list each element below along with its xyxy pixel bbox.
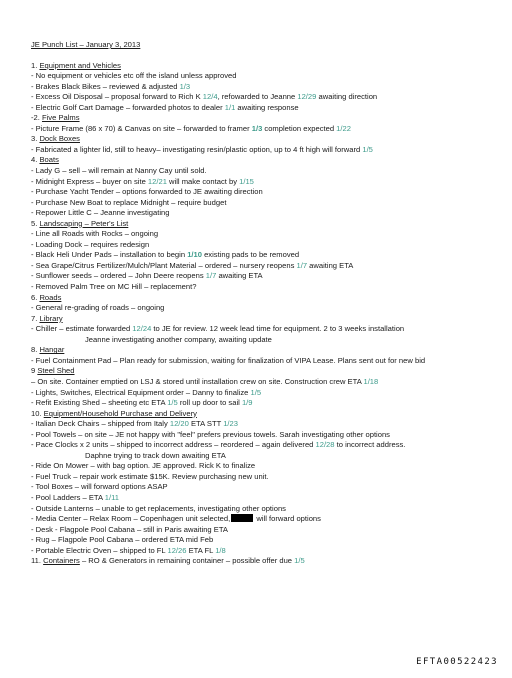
- line-text: - Line all Roads with Rocks – ongoing: [31, 229, 159, 239]
- line-text: - General re-grading of roads – ongoing: [31, 303, 165, 313]
- line-text: – RO & Generators in remaining container – possible offer due: [79, 556, 295, 566]
- list-line: [31, 92, 501, 103]
- date-highlight: 1/11: [104, 492, 119, 502]
- line-text: awaiting direction: [316, 92, 378, 102]
- list-line: [31, 409, 501, 420]
- list-line: [31, 430, 501, 441]
- list-line: [31, 198, 501, 209]
- line-text: - Black Heli Under Pads – installation to begin: [31, 250, 188, 260]
- list-line: [31, 240, 501, 251]
- section-heading: Five Palms: [41, 113, 80, 123]
- line-text: 9: [31, 366, 38, 376]
- section-heading: Boats: [39, 155, 59, 165]
- line-text: - Pace Clocks x 2 units – shipped to incorrect address – reordered – again delivered: [31, 440, 316, 450]
- line-text: - Lights, Switches, Electrical Equipment order – Danny to finalize: [31, 387, 251, 397]
- list-line: [31, 345, 501, 356]
- list-line: [31, 208, 501, 219]
- list-line: [31, 282, 501, 293]
- line-text: ETA FL: [186, 545, 216, 555]
- date-highlight: 1/23: [223, 419, 238, 429]
- section-heading: Hangar: [39, 345, 65, 355]
- line-text: 7.: [31, 313, 40, 323]
- line-text: - Pool Ladders – ETA: [31, 492, 105, 502]
- list-line: [31, 303, 501, 314]
- line-text: - Italian Deck Chairs – shipped from Italy: [31, 419, 170, 429]
- line-text: 8.: [31, 345, 40, 355]
- list-line: [31, 271, 501, 282]
- section-heading: Steel Shed: [37, 366, 75, 376]
- list-line: [31, 388, 501, 399]
- list-line: [31, 71, 501, 82]
- line-text: - No equipment or vehicles etc off the island unless approved: [31, 71, 237, 81]
- line-text: - Fabricated a lighter lid, still to heavy– investigating resin/plastic option, up to 4 ft high will forward: [31, 144, 363, 154]
- list-line: [31, 482, 501, 493]
- line-text: - Purchase New Boat to replace Midnight – require budget: [31, 197, 227, 207]
- line-text: -2.: [31, 113, 42, 123]
- list-line: [31, 145, 501, 156]
- date-highlight: 1/5: [167, 398, 178, 408]
- line-text: - Electric Golf Cart Damage – forwarded photos to dealer: [31, 102, 225, 112]
- line-text: Jeanne investigating another company, awaiting update: [85, 334, 272, 344]
- list-line: [31, 250, 501, 261]
- document-id: EFTA00522423: [416, 657, 498, 667]
- date-highlight: 1/15: [239, 176, 254, 186]
- list-line: [31, 261, 501, 272]
- list-line: [31, 366, 501, 377]
- line-text: - Sea Grape/Citrus Fertilizer/Mulch/Plant Material – ordered – nursery reopens: [31, 260, 297, 270]
- line-text: existing pads to be removed: [201, 250, 300, 260]
- list-line: [31, 229, 501, 240]
- list-line: [31, 504, 501, 515]
- line-text: roll up door to sail: [177, 398, 242, 408]
- date-highlight: 1/5: [294, 556, 305, 566]
- list-line: [31, 440, 501, 451]
- line-text: - Portable Electric Oven – shipped to FL: [31, 545, 168, 555]
- list-line: [31, 314, 501, 325]
- list-line: [31, 451, 501, 462]
- list-line: [31, 82, 501, 93]
- list-line: [31, 134, 501, 145]
- list-line: [31, 525, 501, 536]
- section-heading: Dock Boxes: [39, 134, 80, 144]
- line-text: - Sunflower seeds – ordered – John Deere reopens: [31, 271, 206, 281]
- line-text: - Desk - Flagpole Pool Cabana – still in Paris awaiting ETA: [31, 524, 228, 534]
- line-text: - Rug – Flagpole Pool Cabana – ordered ETA mid Feb: [31, 535, 214, 545]
- date-highlight: 1/1: [224, 102, 236, 112]
- date-highlight: 12/4: [202, 92, 218, 102]
- line-text: awaiting ETA: [216, 271, 263, 281]
- line-text: - Tool Boxes – will forward options ASAP: [31, 482, 168, 492]
- line-text: ETA STT: [188, 419, 224, 429]
- list-line: [31, 293, 501, 304]
- line-text: awaiting ETA: [307, 260, 354, 270]
- line-text: 11.: [31, 556, 44, 566]
- list-line: [31, 535, 501, 546]
- date-highlight: 12/21: [147, 176, 167, 186]
- line-text: 4.: [31, 155, 40, 165]
- line-text: - Midnight Express – buyer on site: [31, 176, 148, 186]
- list-line: [31, 187, 501, 198]
- date-highlight: 12/29: [297, 92, 317, 102]
- list-line: [31, 419, 501, 430]
- date-highlight: 1/5: [250, 387, 262, 397]
- list-line: [31, 472, 501, 483]
- date-highlight: 1/9: [241, 398, 253, 408]
- date-highlight: 1/7: [205, 271, 217, 281]
- line-text: – On site. Container emptied on LSJ & stored until installation crew on site. Construction crew ETA: [31, 376, 364, 386]
- line-text: Daphne trying to track down awaiting ETA: [85, 450, 226, 460]
- line-text: - Excess Oil Disposal – proposal forward to Rich K: [31, 92, 203, 102]
- list-line: [31, 335, 501, 346]
- line-text: - Removed Palm Tree on MC Hill – replacement?: [31, 282, 197, 292]
- line-text: - Picture Frame (86 x 70) & Canvas on site – forwarded to framer: [31, 123, 252, 133]
- section-heading: Roads: [39, 292, 62, 302]
- line-text: to incorrect address.: [334, 440, 406, 450]
- list-line: [31, 177, 501, 188]
- list-line: [31, 113, 501, 124]
- list-line: [31, 493, 501, 504]
- date-highlight: 12/26: [167, 545, 187, 555]
- section-heading: Equipment/Household Purchase and Delivery: [43, 408, 197, 418]
- list-line: [31, 61, 501, 72]
- line-text: awaiting response: [235, 102, 299, 112]
- list-line: [31, 556, 501, 567]
- date-highlight: 1/7: [296, 260, 308, 270]
- line-text: 5.: [31, 218, 40, 228]
- line-text: to JE for review. 12 week lead time for equipment. 2 to 3 weeks installation: [151, 324, 405, 334]
- date-highlight: 12/20: [169, 419, 189, 429]
- line-text: will forward options: [254, 514, 321, 524]
- date-highlight: 1/3: [251, 123, 263, 133]
- date-highlight: 12/24: [132, 324, 152, 334]
- line-text: - Loading Dock – requires redesign: [31, 239, 150, 249]
- line-text: - Purchase Yacht Tender – options forwarded to JE awaiting direction: [31, 187, 263, 197]
- date-highlight: 1/5: [362, 144, 373, 154]
- line-text: - Refit Existing Shed – sheeting etc ETA: [31, 398, 168, 408]
- line-text: completion expected: [262, 123, 337, 133]
- line-text: 6.: [31, 292, 40, 302]
- date-highlight: 1/3: [179, 81, 191, 91]
- line-text: - Brakes Black Bikes – reviewed & adjusted: [31, 81, 180, 91]
- list-line: [31, 166, 501, 177]
- line-text: - Lady G – sell – will remain at Nanny Cay until sold.: [31, 166, 207, 176]
- list-line: [31, 356, 501, 367]
- list-line: [31, 461, 501, 472]
- section-heading: Landscaping – Peter's List: [39, 218, 129, 228]
- document-title: JE Punch List – January 3, 2013: [31, 40, 141, 49]
- line-text: will make contact by: [166, 176, 240, 186]
- list-line: [31, 546, 501, 557]
- date-highlight: 1/10: [187, 250, 202, 260]
- line-text: - Ride On Mower – with bag option. JE approved. Rick K to finalize: [31, 461, 256, 471]
- line-text: , refowarded to Jeanne: [217, 92, 298, 102]
- line-text: - Media Center – Relax Room – Copenhagen unit selected,: [31, 514, 231, 524]
- date-highlight: 1/8: [215, 545, 226, 555]
- punch-list: [31, 61, 501, 567]
- line-text: 3.: [31, 134, 40, 144]
- line-text: - Fuel Truck – repair work estimate $15K. Review purchasing new unit.: [31, 471, 269, 481]
- date-highlight: 1/22: [336, 123, 351, 133]
- list-line: [31, 377, 501, 388]
- section-heading: Library: [39, 313, 63, 323]
- list-line: [31, 514, 501, 525]
- line-text: - Repower Little C – Jeanne investigating: [31, 208, 170, 218]
- line-text: - Fuel Containment Pad – Plan ready for submission, waiting for finalization of VIPA Lease. Plans sent out for new bid: [31, 355, 426, 365]
- line-text: - Pool Towels – on site – JE not happy with "feel" prefers previous towels. Sarah investigating other options: [31, 429, 390, 439]
- section-heading: Equipment and Vehicles: [39, 60, 121, 70]
- list-line: [31, 103, 501, 114]
- date-highlight: 1/18: [363, 376, 379, 386]
- date-highlight: 12/28: [315, 440, 335, 450]
- line-text: 10.: [31, 408, 44, 418]
- list-line: [31, 219, 501, 230]
- list-line: [31, 398, 501, 409]
- list-line: [31, 124, 501, 135]
- section-heading: Containers: [43, 556, 80, 566]
- list-line: [31, 324, 501, 335]
- redaction-block: [231, 514, 253, 522]
- list-line: [31, 155, 501, 166]
- document-body: [31, 40, 501, 567]
- line-text: - Chiller – estimate forwarded: [31, 324, 133, 334]
- line-text: 1.: [31, 60, 40, 70]
- line-text: - Outside Lanterns – unable to get replacements, investigating other options: [31, 503, 286, 513]
